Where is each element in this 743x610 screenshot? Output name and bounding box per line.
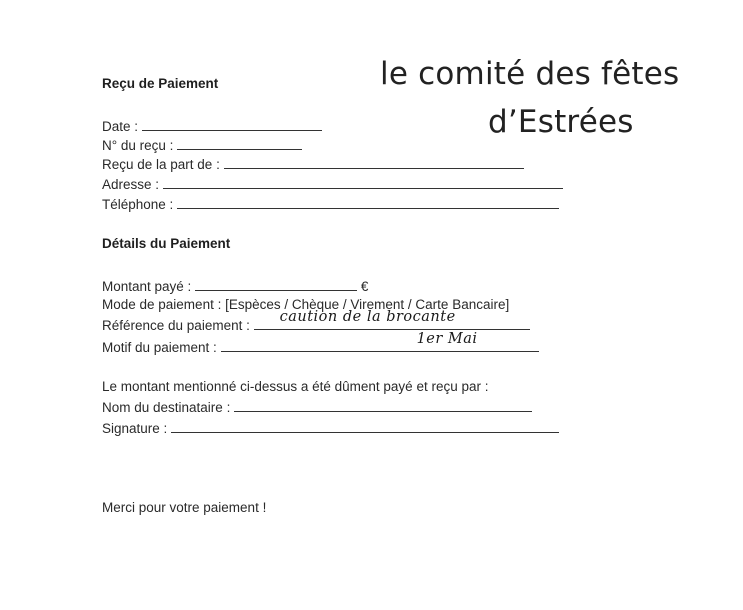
amount-label: Montant payé :: [102, 279, 192, 294]
received-from-field[interactable]: [224, 155, 524, 169]
receipt-title: Reçu de Paiement: [102, 76, 219, 91]
payment-reference-handwritten-value: caution de la brocante: [279, 309, 456, 325]
overlay-title-line-1: le comité des fêtes: [380, 56, 680, 92]
payment-reason-label: Motif du paiement :: [102, 340, 217, 355]
phone-label: Téléphone :: [102, 197, 174, 212]
recipient-label: Nom du destinataire :: [102, 400, 231, 415]
phone-row: [102, 195, 559, 213]
payment-reason-row: [102, 331, 539, 356]
address-row: [102, 175, 563, 193]
payment-reference-label: Référence du paiement :: [102, 318, 250, 333]
payment-details-title: Détails du Paiement: [102, 236, 231, 251]
address-label: Adresse :: [102, 177, 160, 192]
currency-symbol: €: [360, 279, 369, 294]
phone-field[interactable]: [177, 195, 559, 209]
overlay-title-line-2: d’Estrées: [488, 104, 634, 140]
receipt-number-field[interactable]: [177, 136, 302, 150]
signature-row: [102, 419, 559, 437]
received-from-label: Reçu de la part de :: [102, 157, 220, 172]
payment-reason-handwritten-value: 1er Mai: [416, 331, 478, 347]
signature-label: Signature :: [102, 421, 168, 436]
payment-reason-field[interactable]: [221, 331, 539, 352]
payment-reference-field[interactable]: [254, 309, 530, 330]
received-from-row: [102, 155, 524, 173]
amount-field[interactable]: [195, 277, 357, 291]
address-field[interactable]: [163, 175, 563, 189]
date-field[interactable]: [142, 117, 322, 131]
confirmation-statement: Le montant mentionné ci-dessus a été dûment payé et reçu par :: [102, 379, 489, 394]
receipt-number-label: N° du reçu :: [102, 138, 174, 153]
amount-row: [102, 277, 368, 295]
receipt-number-row: [102, 136, 302, 154]
recipient-row: [102, 398, 532, 416]
thank-you-message: Merci pour votre paiement !: [102, 500, 267, 515]
payment-mode-text: Mode de paiement : [Espèces / Chèque / Virement / Carte Bancaire]: [102, 297, 510, 312]
recipient-field[interactable]: [234, 398, 532, 412]
signature-field[interactable]: [171, 419, 559, 433]
date-row: [102, 117, 322, 135]
date-label: Date :: [102, 119, 139, 134]
